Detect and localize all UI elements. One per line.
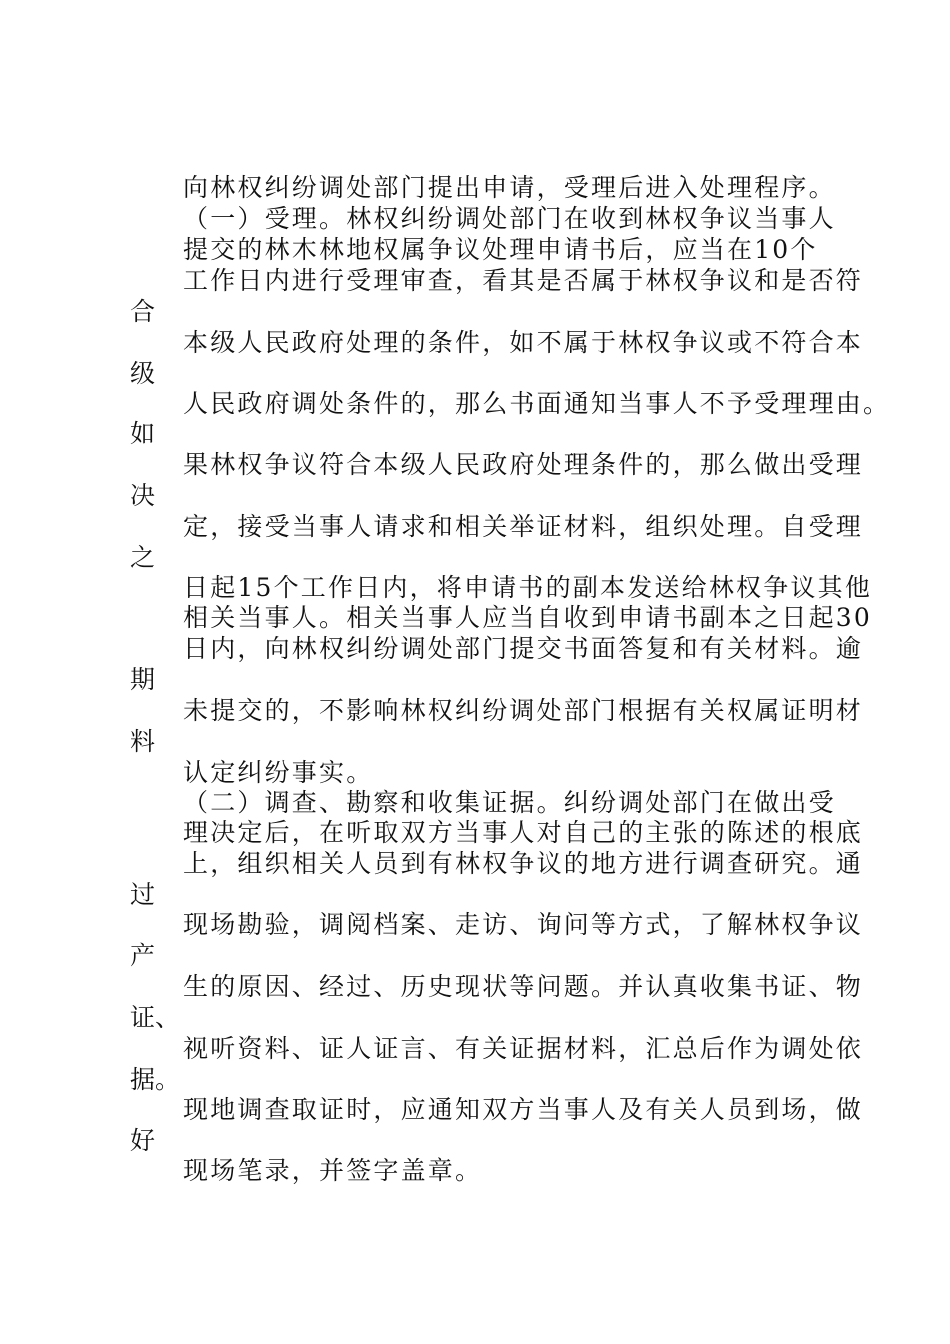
text-line: 相关当事人。相关当事人应当自收到申请书副本之日起30 [183,603,873,632]
text-line: 日起15个工作日内，将申请书的副本发送给林权争议其他 [183,573,873,602]
margin-char: 产 [130,941,156,970]
text-line: 工作日内进行受理审查，看其是否属于林权争议和是否符 [183,266,864,295]
text-line: 本级人民政府处理的条件，如不属于林权争议或不符合本 [183,328,864,357]
margin-char: 料 [130,727,156,756]
text-line: 上，组织相关人员到有林权争议的地方进行调查研究。通 [183,849,864,878]
margin-char: 过 [130,880,156,909]
margin-char: 之 [130,543,156,572]
text-line: 现地调查取证时，应通知双方当事人及有关人员到场，做 [183,1095,864,1124]
text-line: 果林权争议符合本级人民政府处理条件的，那么做出受理 [183,450,864,479]
margin-char: 期 [130,665,156,694]
margin-char: 合 [130,297,156,326]
text-line: 生的原因、经过、历史现状等问题。并认真收集书证、物 [183,972,864,1001]
margin-char: 级 [130,359,156,388]
margin-char: 好 [130,1126,156,1155]
text-line: 定，接受当事人请求和相关举证材料，组织处理。自受理 [183,512,864,541]
margin-char: 据。 [130,1065,181,1094]
text-line: 提交的林木林地权属争议处理申请书后，应当在10个 [183,235,818,264]
text-line: 认定纠纷事实。 [183,758,374,787]
text-line: 视听资料、证人证言、有关证据材料，汇总后作为调处依 [183,1034,864,1063]
text-line: 现场勘验，调阅档案、走访、询问等方式，了解林权争议 [183,910,864,939]
text-line: （二）调查、勘察和收集证据。纠纷调处部门在做出受 [183,788,836,817]
text-line: 未提交的，不影响林权纠纷调处部门根据有关权属证明材 [183,696,864,725]
text-line: 人民政府调处条件的，那么书面通知当事人不予受理理由。 [183,389,891,418]
margin-char: 如 [130,419,156,448]
margin-char: 证、 [130,1003,181,1032]
text-line: 日内，向林权纠纷调处部门提交书面答复和有关材料。逾 [183,634,864,663]
text-line: 向林权纠纷调处部门提出申请，受理后进入处理程序。 [183,173,836,202]
text-line: （一）受理。林权纠纷调处部门在收到林权争议当事人 [183,204,836,233]
text-line: 理决定后，在听取双方当事人对自己的主张的陈述的根底 [183,818,864,847]
margin-char: 决 [130,481,156,510]
text-line: 现场笔录，并签字盖章。 [183,1156,483,1185]
